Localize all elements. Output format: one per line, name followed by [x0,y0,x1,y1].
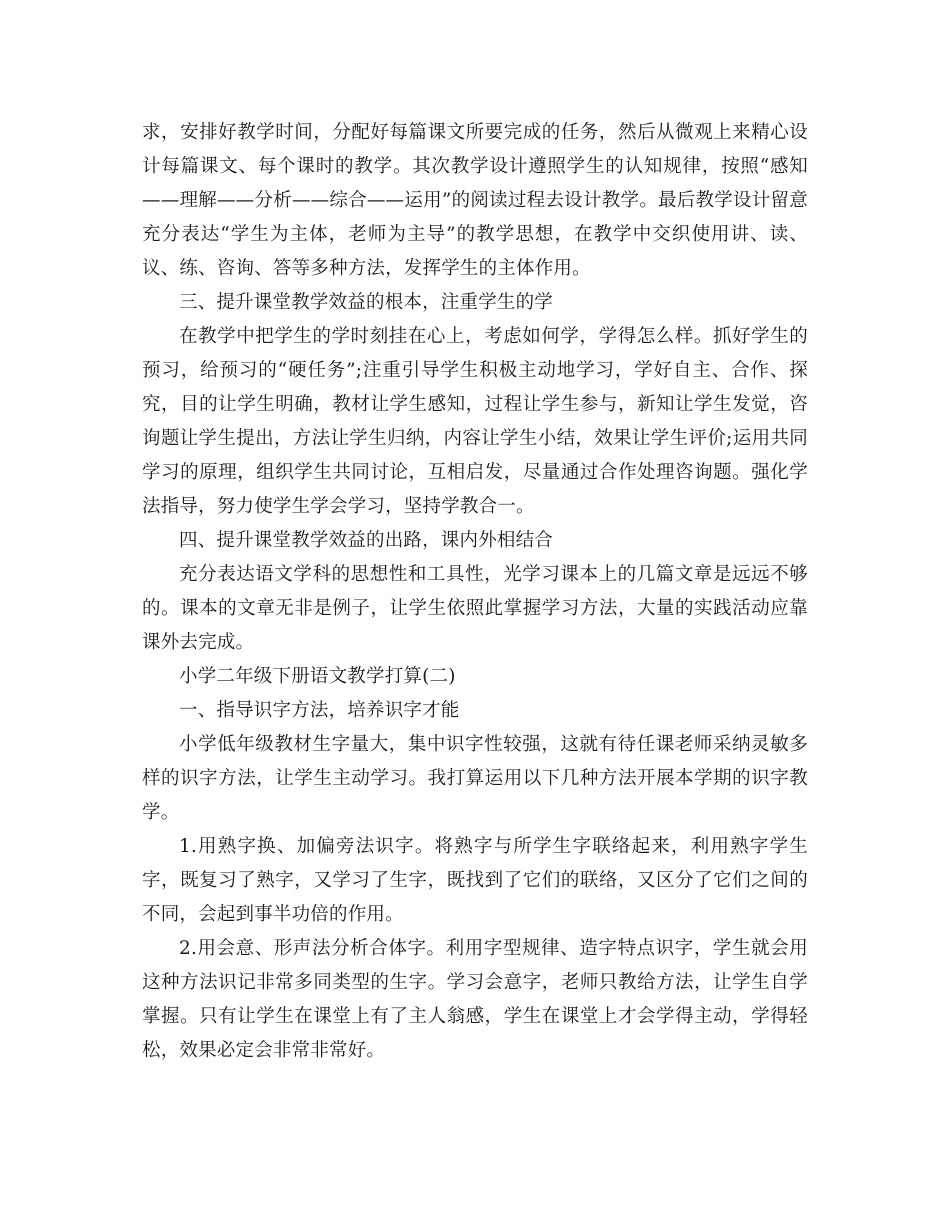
paragraph-intro-continuation: 求，安排好教学时间，分配好每篇课文所要完成的任务，然后从微观上来精心设计每篇课文、每个课时的教学。其次教学设计遵照学生的认知规律，按照“感知——理解——分析——综合——运用”的阅读过程去设计教学。最后教学设计留意充分表达“学生为主体，老师为主导”的教学思想，在教学中交织使用讲、读、议、练、咨询、答等多种方法，发挥学生的主体作用。 [142,122,808,279]
paragraph-section-4: 充分表达语文学科的思想性和工具性，光学习课本上的几篇文章是远远不够的。课本的文章无非是例子，让学生依照此掌握学习方法，大量的实践活动应靠课外去完成。 [142,564,808,653]
section-heading-1: 一、指导识字方法，培养识字才能 [179,700,460,721]
paragraph-method-1: 1.用熟字换、加偏旁法识字。将熟字与所学生字联络起来，利用熟字学生字，既复习了熟字，又学习了生字，既找到了它们的联络，又区分了它们之间的不同，会起到事半功倍的作用。 [142,836,808,925]
paragraph-section-1: 小学低年级教材生字量大，集中识字性较强，这就有待任课老师采纳灵敏多样的识字方法，让学生主动学习。我打算运用以下几种方法开展本学期的识字教学。 [142,734,808,823]
section-heading-3: 三、提升课堂教学效益的根本，注重学生的学 [179,292,554,313]
paragraph-method-2: 2.用会意、形声法分析合体字。利用字型规律、造字特点识字，学生就会用这种方法识记非常多同类型的生字。学习会意字，老师只教给方法，让学生自学掌握。只有让学生在课堂上有了主人翁感，学生在课堂上才会学得主动，学得轻松，效果必定会非常非常好。 [142,938,808,1061]
document-subtitle: 小学二年级下册语文教学打算(二) [179,666,456,687]
section-heading-4: 四、提升课堂教学效益的出路，课内外相结合 [179,530,554,551]
paragraph-section-3: 在教学中把学生的学时刻挂在心上，考虑如何学，学得怎么样。抓好学生的预习，给预习的“硬任务”;注重引导学生积极主动地学习，学好自主、合作、探究，目的让学生明确，教材让学生感知，过程让学生参与，新知让学生发觉，咨询题让学生提出，方法让学生归纳，内容让学生小结，效果让学生评价;运用共同学习的原理，组织学生共同讨论，互相启发，尽量通过合作处理咨询题。强化学法指导，努力使学生学会学习，坚持学教合一。 [142,326,808,517]
document-body [142,116,808,1068]
